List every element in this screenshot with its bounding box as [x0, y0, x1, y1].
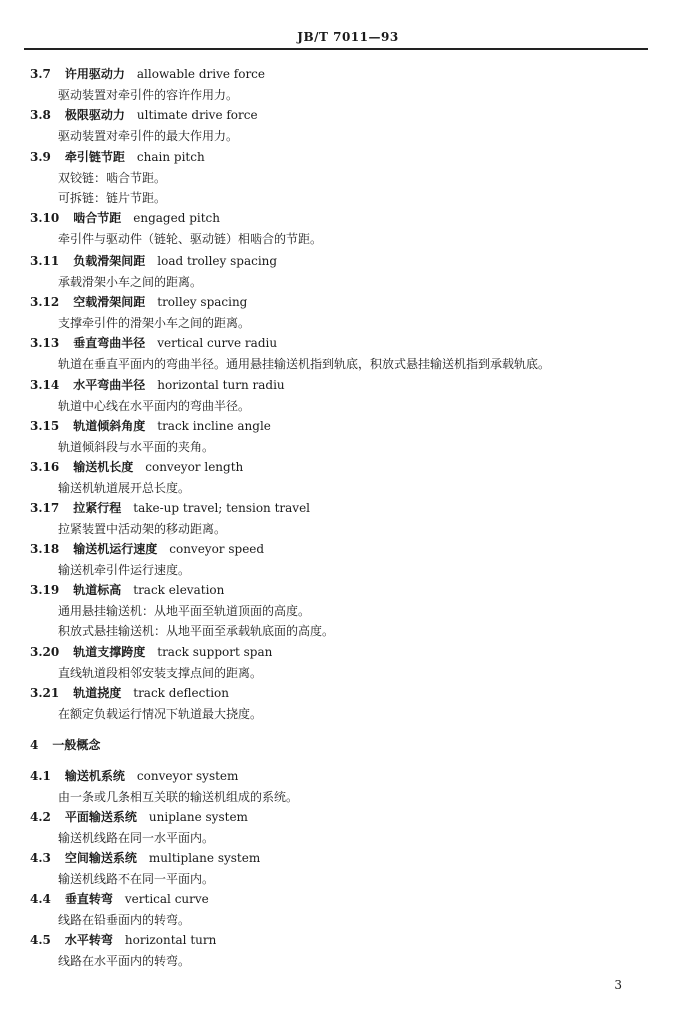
term-chinese: 输送机运行速度 — [73, 542, 158, 556]
term-definition: 驱动装置对牵引件的最大作用力。 — [58, 128, 239, 143]
term-number: 3.9 — [30, 150, 51, 164]
term-row — [30, 644, 272, 660]
term-definition: 通用悬挂输送机：从地平面至轨道顶面的高度。 — [58, 603, 311, 618]
term-chinese: 牵引链节距 — [64, 150, 125, 164]
term-number: 3.17 — [30, 501, 60, 515]
term-chinese: 垂直弯曲半径 — [73, 336, 146, 350]
term-definition: 支撑牵引件的滑架小车之间的距离。 — [58, 315, 251, 330]
term-number: 3.16 — [30, 460, 60, 474]
term-english: horizontal turn — [124, 933, 217, 947]
term-row — [30, 500, 310, 516]
term-definition: 输送机线路在同一水平面内。 — [58, 830, 215, 845]
term-definition: 线路在水平面内的转弯。 — [58, 953, 191, 968]
term-definition: 承载滑架小车之间的距离。 — [58, 274, 203, 289]
term-definition: 输送机轨道展开总长度。 — [58, 480, 191, 495]
page-header-title: JB/T 7011—93 — [297, 30, 399, 44]
term-number: 4.4 — [30, 892, 51, 906]
term-row — [30, 768, 238, 784]
term-english: track support span — [157, 645, 273, 659]
term-definition: 在额定负载运行情况下轨道最大挠度。 — [58, 706, 263, 721]
term-chinese: 轨道标高 — [73, 583, 122, 597]
term-definition: 轨道倾斜段与水平面的夹角。 — [58, 439, 215, 454]
term-chinese: 轨道支撑跨度 — [73, 645, 146, 659]
term-number: 3.15 — [30, 419, 60, 433]
term-english: conveyor speed — [169, 542, 265, 556]
term-number: 4.5 — [30, 933, 51, 947]
term-chinese: 拉紧行程 — [73, 501, 122, 515]
term-english: track elevation — [133, 583, 225, 597]
term-row — [30, 335, 277, 351]
term-english: conveyor system — [136, 769, 239, 783]
term-definition: 输送机线路不在同一平面内。 — [58, 871, 215, 886]
term-english: vertical curve radiu — [157, 336, 278, 350]
term-chinese: 水平转弯 — [64, 933, 113, 947]
term-row — [30, 253, 277, 269]
term-number: 3.11 — [30, 254, 60, 268]
term-english: uniplane system — [148, 810, 248, 824]
term-number: 3.12 — [30, 295, 60, 309]
term-english: track incline angle — [157, 419, 271, 433]
section-title: 一般概念 — [52, 738, 101, 752]
term-definition: 驱动装置对牵引件的容许作用力。 — [58, 87, 239, 102]
term-number: 3.13 — [30, 336, 60, 350]
term-definition: 轨道中心线在水平面内的弯曲半径。 — [58, 398, 251, 413]
page-number: 3 — [614, 978, 622, 992]
term-row — [30, 541, 264, 557]
term-definition: 双铰链：啮合节距。 — [58, 170, 167, 185]
term-number: 3.10 — [30, 211, 60, 225]
section-heading — [30, 737, 100, 753]
term-english: trolley spacing — [157, 295, 248, 309]
term-chinese: 空间输送系统 — [64, 851, 137, 865]
term-row — [30, 66, 265, 82]
term-row — [30, 149, 205, 165]
term-chinese: 空载滑架间距 — [73, 295, 146, 309]
term-english: chain pitch — [136, 150, 205, 164]
term-chinese: 负载滑架间距 — [73, 254, 146, 268]
term-row — [30, 685, 229, 701]
term-row — [30, 809, 248, 825]
term-number: 4.3 — [30, 851, 51, 865]
term-number: 3.8 — [30, 108, 51, 122]
term-definition: 拉紧装置中活动架的移动距离。 — [58, 521, 227, 536]
term-definition: 牵引件与驱动件（链轮、驱动链）相啮合的节距。 — [58, 231, 323, 246]
term-chinese: 轨道挠度 — [73, 686, 122, 700]
term-definition: 可拆链：链片节距。 — [58, 191, 167, 205]
section-number: 4 — [30, 738, 39, 752]
term-row — [30, 294, 247, 310]
term-definition: 由一条或几条相互关联的输送机组成的系统。 — [58, 789, 299, 804]
term-chinese: 输送机系统 — [64, 769, 125, 783]
term-number: 3.18 — [30, 542, 60, 556]
term-row — [30, 891, 209, 907]
term-row — [30, 107, 258, 123]
term-definition: 轨道在垂直平面内的弯曲半径。通用悬挂输送机指到轨底，积放式悬挂输送机指到承载轨底。 — [58, 356, 551, 371]
term-definition: 积放式悬挂输送机：从地平面至承载轨底面的高度。 — [58, 624, 335, 638]
term-english: ultimate drive force — [136, 108, 258, 122]
term-number: 3.19 — [30, 583, 60, 597]
term-english: allowable drive force — [136, 67, 265, 81]
term-english: track deflection — [133, 686, 229, 700]
term-row — [30, 210, 220, 226]
term-number: 4.2 — [30, 810, 51, 824]
term-chinese: 垂直转弯 — [64, 892, 113, 906]
term-number: 3.7 — [30, 67, 51, 81]
term-chinese: 许用驱动力 — [64, 67, 125, 81]
term-chinese: 输送机长度 — [73, 460, 134, 474]
term-chinese: 啮合节距 — [73, 211, 122, 225]
term-number: 3.21 — [30, 686, 60, 700]
term-chinese: 水平弯曲半径 — [73, 378, 146, 392]
term-row — [30, 932, 216, 948]
term-row — [30, 582, 224, 598]
term-chinese: 轨道倾斜角度 — [73, 419, 146, 433]
term-number: 3.20 — [30, 645, 60, 659]
term-number: 3.14 — [30, 378, 60, 392]
term-chinese: 极限驱动力 — [64, 108, 125, 122]
term-row — [30, 850, 260, 866]
term-definition: 线路在铅垂面内的转弯。 — [58, 912, 191, 927]
term-row — [30, 459, 243, 475]
term-english: horizontal turn radiu — [157, 378, 285, 392]
term-english: load trolley spacing — [157, 254, 278, 268]
term-definition: 直线轨道段相邻安装支撑点间的距离。 — [58, 665, 263, 680]
term-definition: 输送机牵引件运行速度。 — [58, 562, 191, 577]
term-english: multiplane system — [148, 851, 261, 865]
term-chinese: 平面输送系统 — [64, 810, 137, 824]
term-english: engaged pitch — [133, 211, 220, 225]
term-english: take-up travel; tension travel — [133, 501, 311, 515]
term-number: 4.1 — [30, 769, 51, 783]
term-row — [30, 377, 285, 393]
term-english: vertical curve — [124, 892, 209, 906]
term-row — [30, 418, 271, 434]
term-english: conveyor length — [145, 460, 244, 474]
